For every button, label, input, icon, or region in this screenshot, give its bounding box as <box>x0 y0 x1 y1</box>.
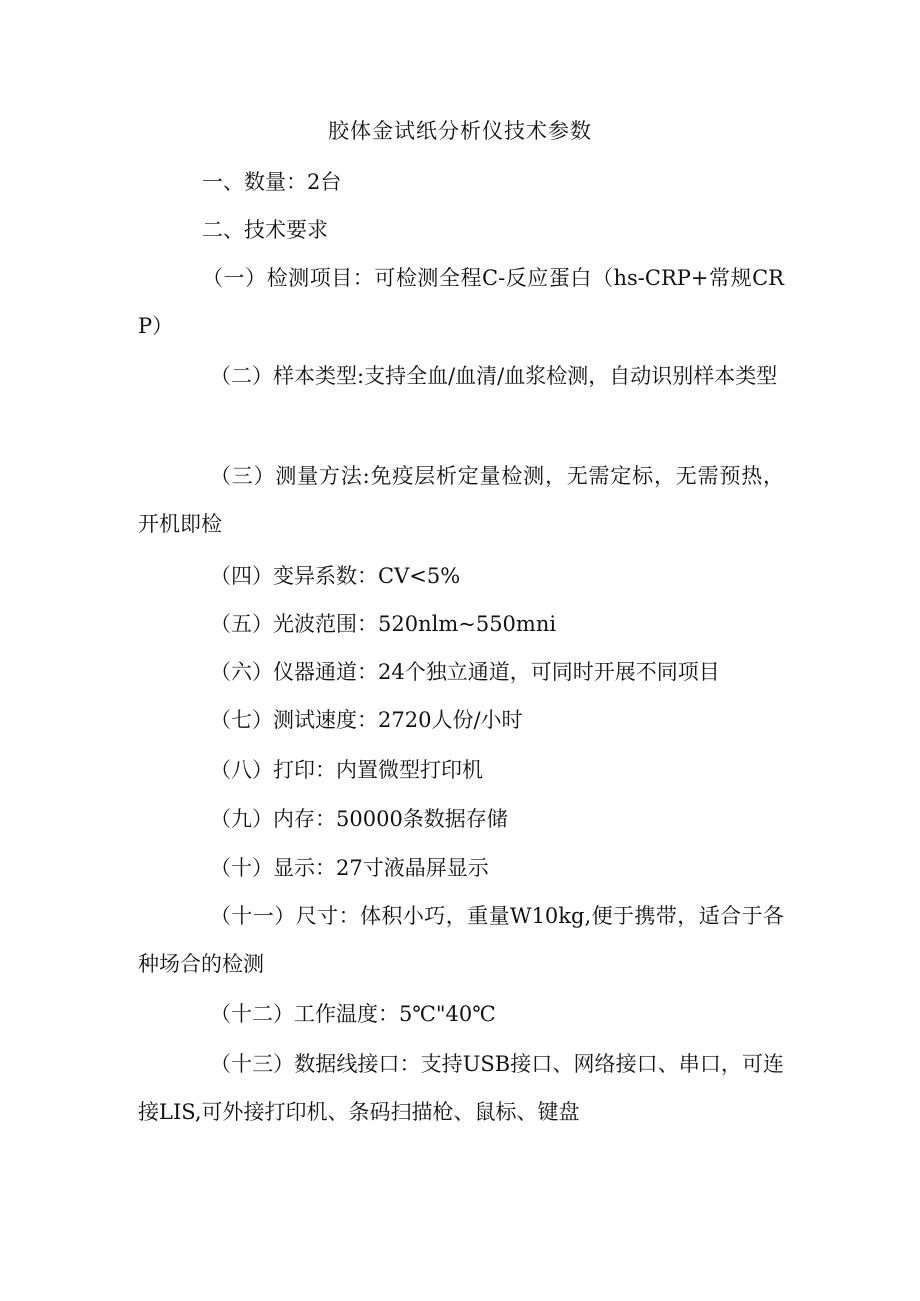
paragraph-item-2: （二）样本类型:支持全血/血清/血浆检测，自动识别样本类型 <box>210 364 778 388</box>
paragraph-item-10: （十）显示：27寸液晶屏显示 <box>210 856 489 880</box>
paragraph-quantity: 一、数量：2台 <box>202 170 342 194</box>
paragraph-item-13: （十三）数据线接口：支持USB接口、网络接口、串口，可连接LIS,可外接打印机、条码扫描枪、鼠标、键盘 <box>138 1052 784 1124</box>
paragraph-item-7: （七）测试速度：2720人份/小时 <box>210 708 523 732</box>
paragraph-item-11: （十一）尺寸：体积小巧，重量W10kg,便于携带，适合于各种场合的检测 <box>138 904 784 976</box>
paragraph-item-12: （十二）工作温度：5℃"40℃ <box>210 1002 496 1026</box>
paragraph-item-8: （八）打印：内置微型打印机 <box>210 758 483 782</box>
paragraph-item-3: （三）测量方法:免疫层析定量检测，无需定标，无需预热，开机即检 <box>138 464 784 536</box>
paragraph-item-9: （九）内存：50000条数据存储 <box>210 807 508 831</box>
paragraph-item-5: （五）光波范围：520nlm~550mni <box>210 612 557 636</box>
document-title: 胶体金试纸分析仪技术参数 <box>328 119 592 143</box>
paragraph-item-1: （一）检测项目：可检测全程C-反应蛋白（hs-CRP+常规CRP） <box>138 266 784 338</box>
paragraph-item-4: （四）变异系数：CV<5% <box>210 564 461 588</box>
paragraph-item-6: （六）仪器通道：24个独立通道，可同时开展不同项目 <box>210 660 720 684</box>
paragraph-tech-requirements: 二、技术要求 <box>202 218 328 242</box>
